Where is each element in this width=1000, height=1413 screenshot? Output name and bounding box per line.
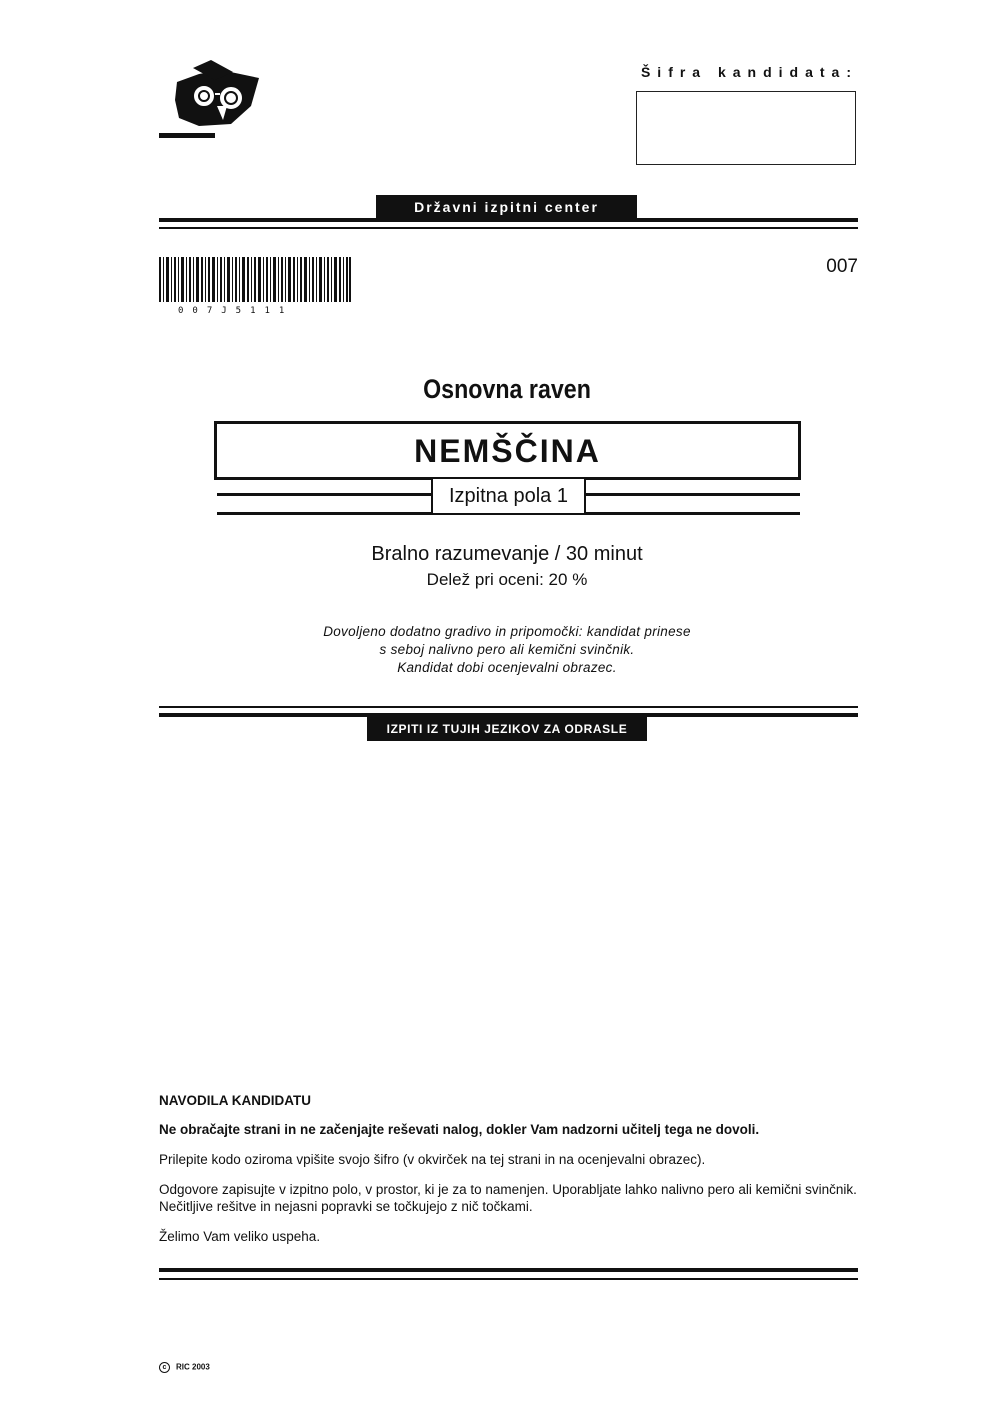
bottom-rule xyxy=(159,1268,858,1272)
instructions-warning: Ne obračajte strani in ne začenjajte reševati nalog, dokler Vam nadzorni učitelj tega ne dovoli. xyxy=(159,1122,760,1137)
barcode-icon xyxy=(159,257,351,302)
instructions-item: Prilepite kodo oziroma vpišite svojo šifro (v okvirček na tej strani in na ocenjevalni obrazec). xyxy=(159,1152,706,1167)
allowed-line: s seboj nalivno pero ali kemični svinčnik. xyxy=(379,642,635,657)
allowed-line: Dovoljeno dodatno gradivo in pripomočki: kandidat prinese xyxy=(323,624,691,639)
copyright-text: RIC 2003 xyxy=(176,1362,210,1372)
barcode-digits: 007J5111 xyxy=(178,306,294,316)
exam-level: Osnovna raven xyxy=(423,374,591,404)
exam-part: Bralno razumevanje / 30 minut xyxy=(371,543,643,565)
instructions xyxy=(159,1092,859,1258)
paper-number: Izpitna pola 1 xyxy=(431,479,586,515)
center-name: Državni izpitni center xyxy=(376,195,637,219)
paper-rule-left-2 xyxy=(217,512,431,515)
owl-logo-icon xyxy=(159,58,264,142)
top-rule-thin xyxy=(159,227,858,229)
candidate-code-box[interactable] xyxy=(636,91,856,165)
grade-share: Delež pri oceni: 20 % xyxy=(426,570,588,589)
middle-rule-thin xyxy=(159,706,858,708)
paper-rule-right-2 xyxy=(586,512,800,515)
instructions-item: Odgovore zapisujte v izpitno polo, v prostor, ki je za to namenjen. Uporabljate lahko nalivno pero ali kemični svinčnik. Nečitljive rešitve in nejasni popravki se točkujejo z nič točkami. xyxy=(159,1182,857,1214)
copyright-icon: c xyxy=(159,1362,170,1373)
instructions-item: Želimo Vam veliko uspeha. xyxy=(159,1229,321,1244)
paper-rule-right-1 xyxy=(586,493,800,496)
bottom-rule-thin xyxy=(159,1278,858,1280)
exam-number: 007 xyxy=(826,256,858,277)
subject-title: NEMŠČINA xyxy=(214,421,801,480)
candidate-code-label: Šifra kandidata: xyxy=(640,64,858,80)
copyright xyxy=(159,1362,210,1373)
allowed-materials xyxy=(250,623,764,677)
allowed-line: Kandidat dobi ocenjevalni obrazec. xyxy=(397,660,617,675)
series-label: IZPITI IZ TUJIH JEZIKOV ZA ODRASLE xyxy=(367,717,647,741)
paper-rule-left-1 xyxy=(217,493,431,496)
instructions-title: NAVODILA KANDIDATU xyxy=(159,1093,311,1108)
